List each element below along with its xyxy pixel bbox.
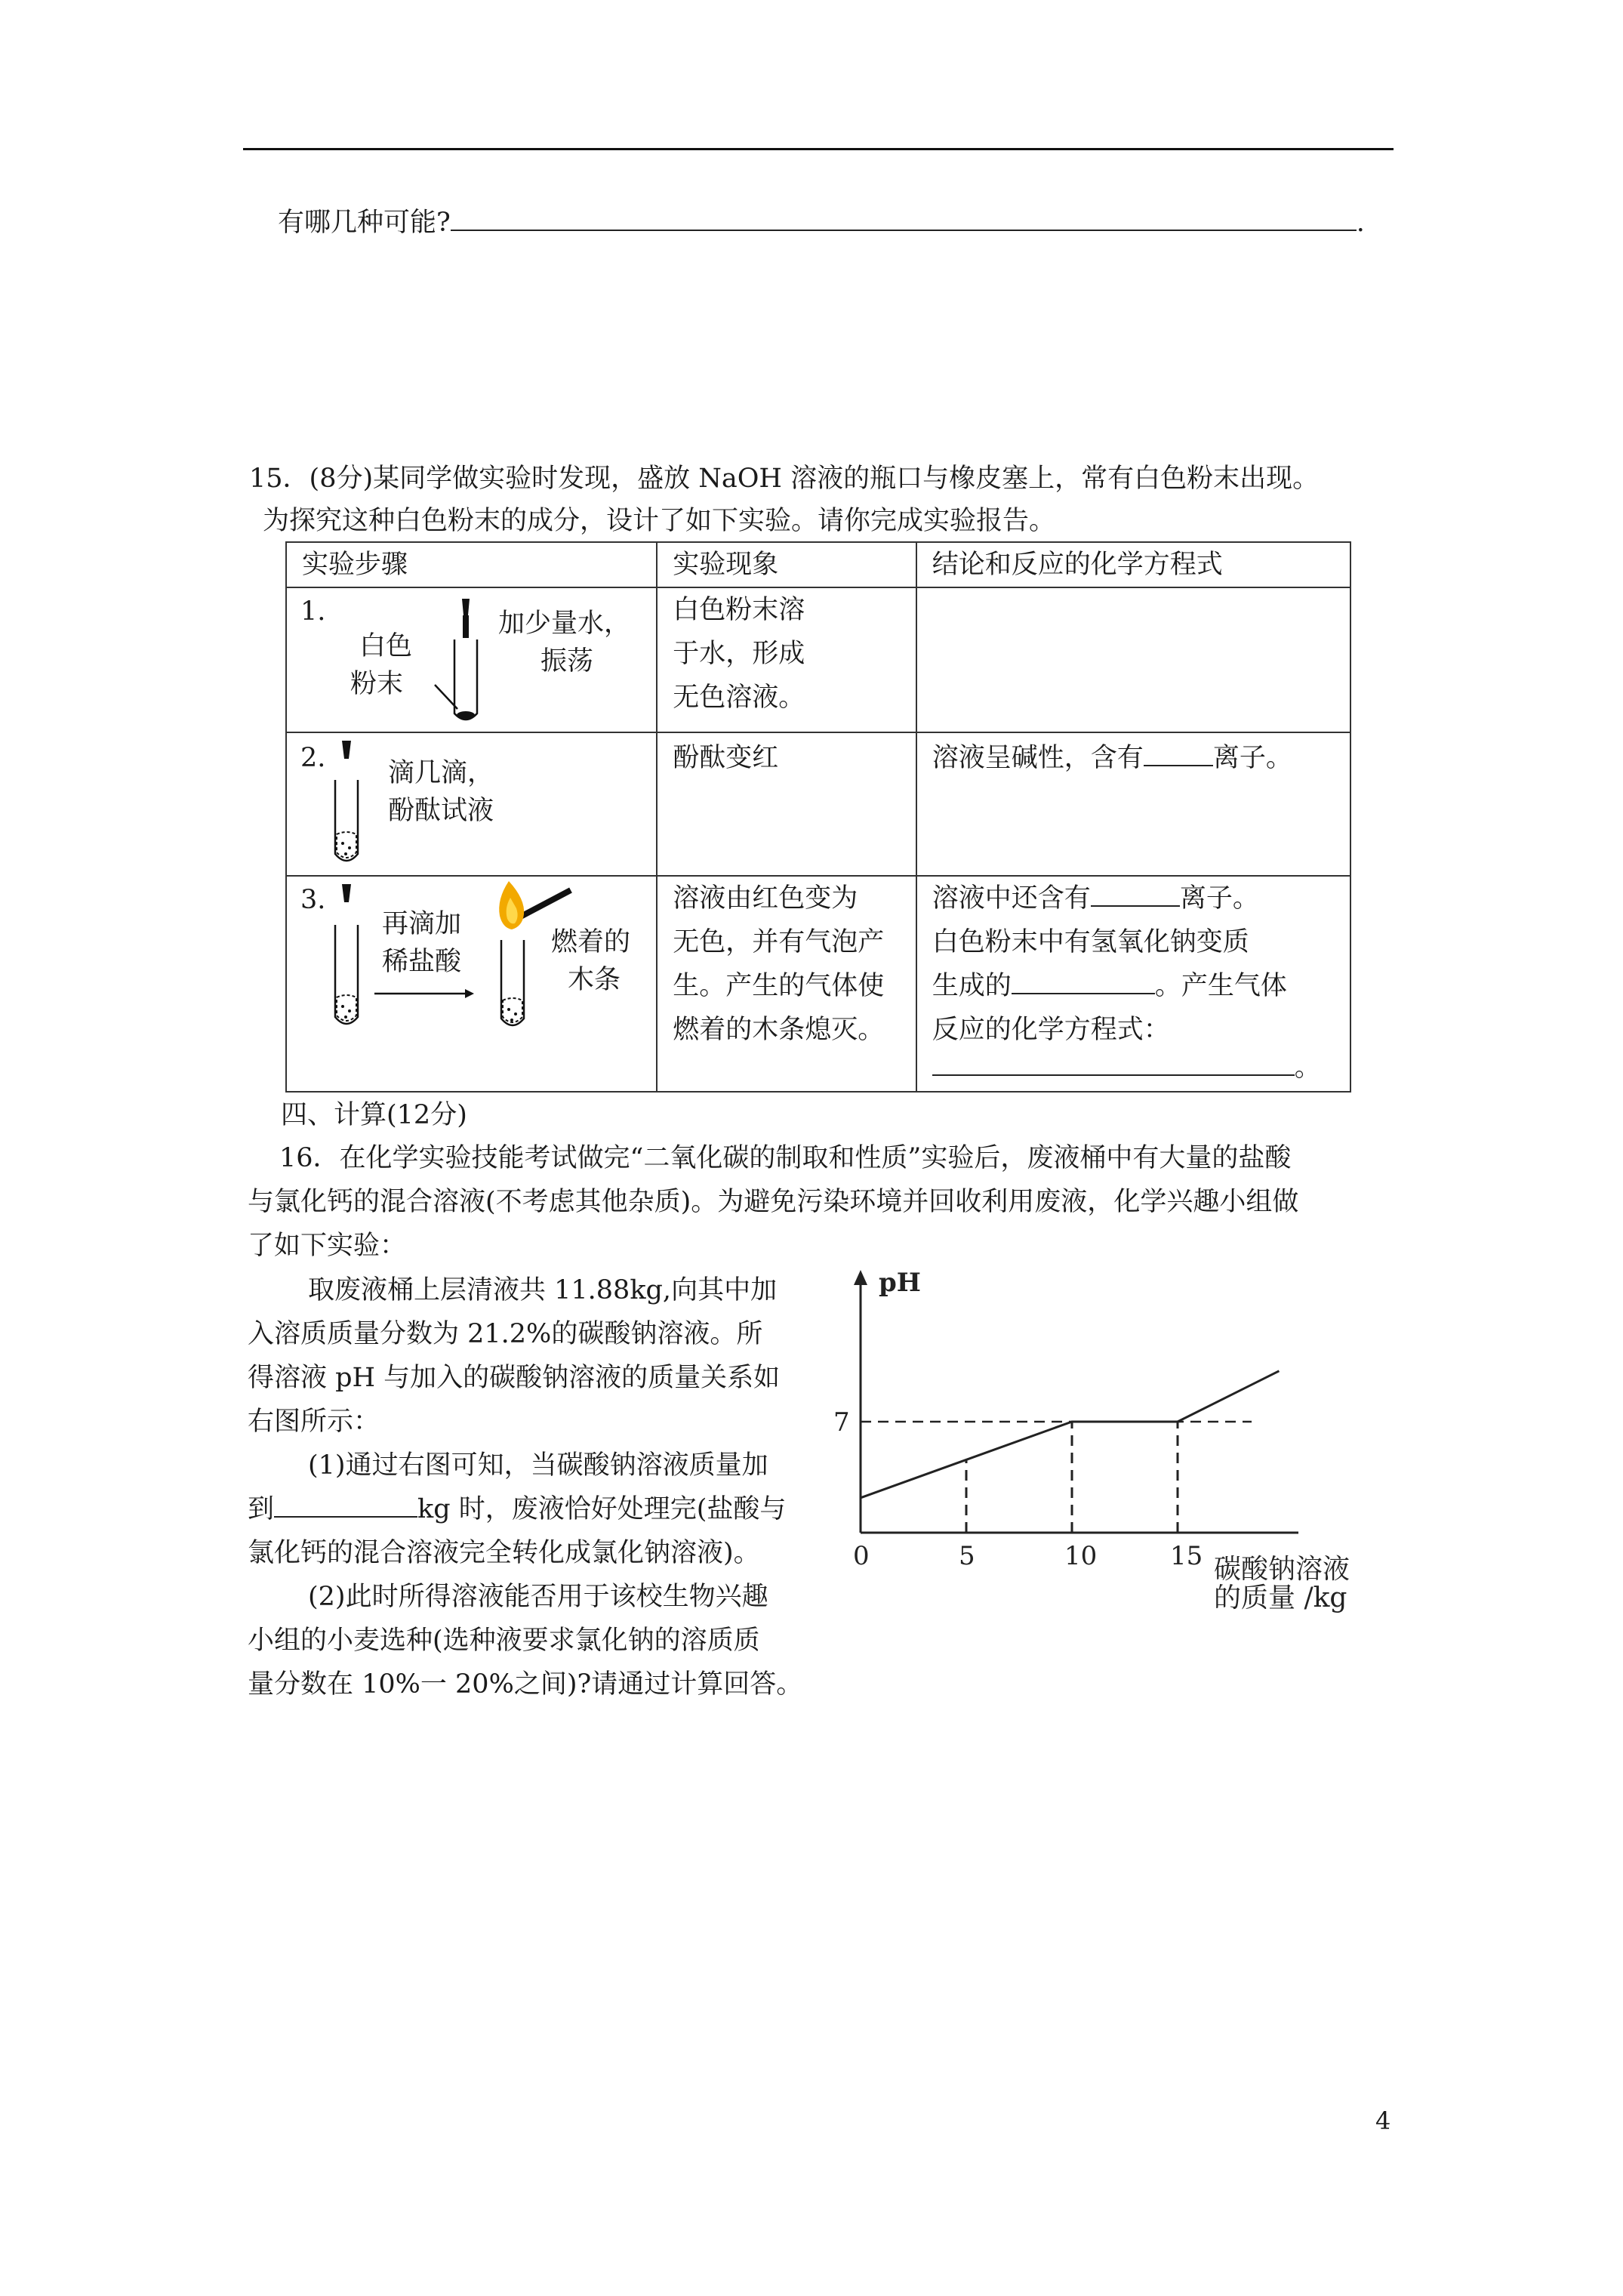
- conclusion-3-cell: 溶液中还含有 离子。 白色粉末中有氢氧化钠变质 生成的 。产生气体 反应的化学方程式： 。: [916, 876, 1350, 1092]
- q16-body-line: 得溶液 pH 与加入的碳酸钠溶液的质量关系如: [248, 1363, 781, 1393]
- step-3-cell: 3. 再滴加 稀盐酸 燃着的 木条: [286, 876, 657, 1092]
- experiment-report-table: [285, 541, 1351, 1093]
- phenomenon-2-cell: 酚酞变红: [657, 732, 916, 876]
- q16-intro-line: 与氯化钙的混合溶液(不考虑其他杂质)。为避免污染环境并回收利用废液，化学兴趣小组做: [248, 1187, 1299, 1217]
- burning-splint-icon: [483, 880, 581, 1038]
- chart-series: [861, 1371, 1279, 1498]
- x-tick-label: 15: [1170, 1541, 1203, 1571]
- test-tube-icon: [400, 596, 483, 732]
- answer-blank[interactable]: [1012, 993, 1155, 994]
- prev-question: 有哪几种可能? .: [278, 208, 1365, 238]
- y-tick-label: 7: [833, 1407, 850, 1438]
- q16-sub1-line: 到 kg 时，废液恰好处理完(盐酸与: [248, 1494, 787, 1524]
- q16-body-line: 取废液桶上层清液共 11.88kg,向其中加: [308, 1275, 778, 1305]
- x-tick-label: 5: [959, 1541, 975, 1571]
- header-phenomenon: 实验现象: [657, 542, 916, 587]
- q16-intro-line: 16．在化学实验技能考试做完“二氧化碳的制取和性质”实验后，废液桶中有大量的盐酸: [279, 1143, 1292, 1173]
- q16-sub2-line: 量分数在 10%一 20%之间)?请通过计算回答。: [248, 1669, 803, 1700]
- table-header-row: [286, 542, 1350, 587]
- test-tube-icon: [325, 881, 370, 1032]
- q16-intro-line: 了如下实验：: [248, 1231, 407, 1261]
- section-title: 四、计算(12分): [281, 1100, 467, 1130]
- conclusion-1-cell[interactable]: [916, 587, 1350, 732]
- y-axis-label: pH: [879, 1268, 921, 1298]
- y-axis-arrow: [854, 1270, 867, 1285]
- answer-blank[interactable]: [451, 230, 1357, 231]
- q16-sub2-line: (2)此时所得溶液能否用于该校生物兴趣: [308, 1582, 768, 1612]
- answer-blank[interactable]: [932, 1074, 1295, 1076]
- table-row: [286, 876, 1350, 1092]
- arrow-icon: [371, 982, 477, 1005]
- chart-axes: [833, 1270, 1298, 1571]
- q16-body-line: 入溶质质量分数为 21.2%的碳酸钠溶液。所: [248, 1319, 763, 1349]
- q15-intro-line1: 15．(8分)某同学做实验时发现，盛放 NaOH 溶液的瓶口与橡皮塞上，常有白色粉末出现。: [249, 464, 1320, 494]
- q16-body-line: 右图所示：: [248, 1407, 380, 1437]
- q16-sub1-line: (1)通过右图可知，当碳酸钠溶液质量加: [308, 1450, 768, 1481]
- header-conclusion: 结论和反应的化学方程式: [916, 542, 1350, 587]
- page-number: 4: [1375, 2106, 1391, 2135]
- ph-chart: [823, 1253, 1412, 1646]
- answer-blank[interactable]: [1144, 765, 1213, 766]
- test-tube-icon: [325, 738, 370, 874]
- answer-blank[interactable]: [1091, 905, 1180, 907]
- x-tick-label: 10: [1064, 1541, 1098, 1571]
- header-rule: [243, 148, 1394, 150]
- step-2-cell: 2. 滴几滴， 酚酞试液: [286, 732, 657, 876]
- header-step: 实验步骤: [286, 542, 657, 587]
- q16-sub1-line: 氯化钙的混合溶液完全转化成氯化钠溶液)。: [248, 1538, 760, 1568]
- x-tick-label: 0: [853, 1541, 870, 1571]
- x-axis-label-line1: 碳酸钠溶液: [1214, 1554, 1350, 1585]
- x-axis-label-line2: 的质量 /kg: [1214, 1583, 1347, 1613]
- step-1-cell: 1. 白色 粉末 加少量水， 振荡: [286, 587, 657, 732]
- phenomenon-3-cell: 溶液由红色变为 无色，并有气泡产 生。产生的气体使 燃着的木条熄灭。: [657, 876, 916, 1092]
- table-row: [286, 732, 1350, 876]
- q15-intro-line2: 为探究这种白色粉末的成分，设计了如下实验。请你完成实验报告。: [263, 506, 1056, 536]
- conclusion-2-cell: 溶液呈碱性，含有 离子。: [916, 732, 1350, 876]
- series-line: [861, 1371, 1279, 1498]
- table-row: [286, 587, 1350, 732]
- answer-blank[interactable]: [274, 1516, 417, 1518]
- phenomenon-1-cell: 白色粉末溶 于水，形成 无色溶液。: [657, 587, 916, 732]
- prev-question-text: 有哪几种可能?: [278, 208, 451, 238]
- q16-sub2-line: 小组的小麦选种(选种液要求氯化钠的溶质质: [248, 1626, 760, 1656]
